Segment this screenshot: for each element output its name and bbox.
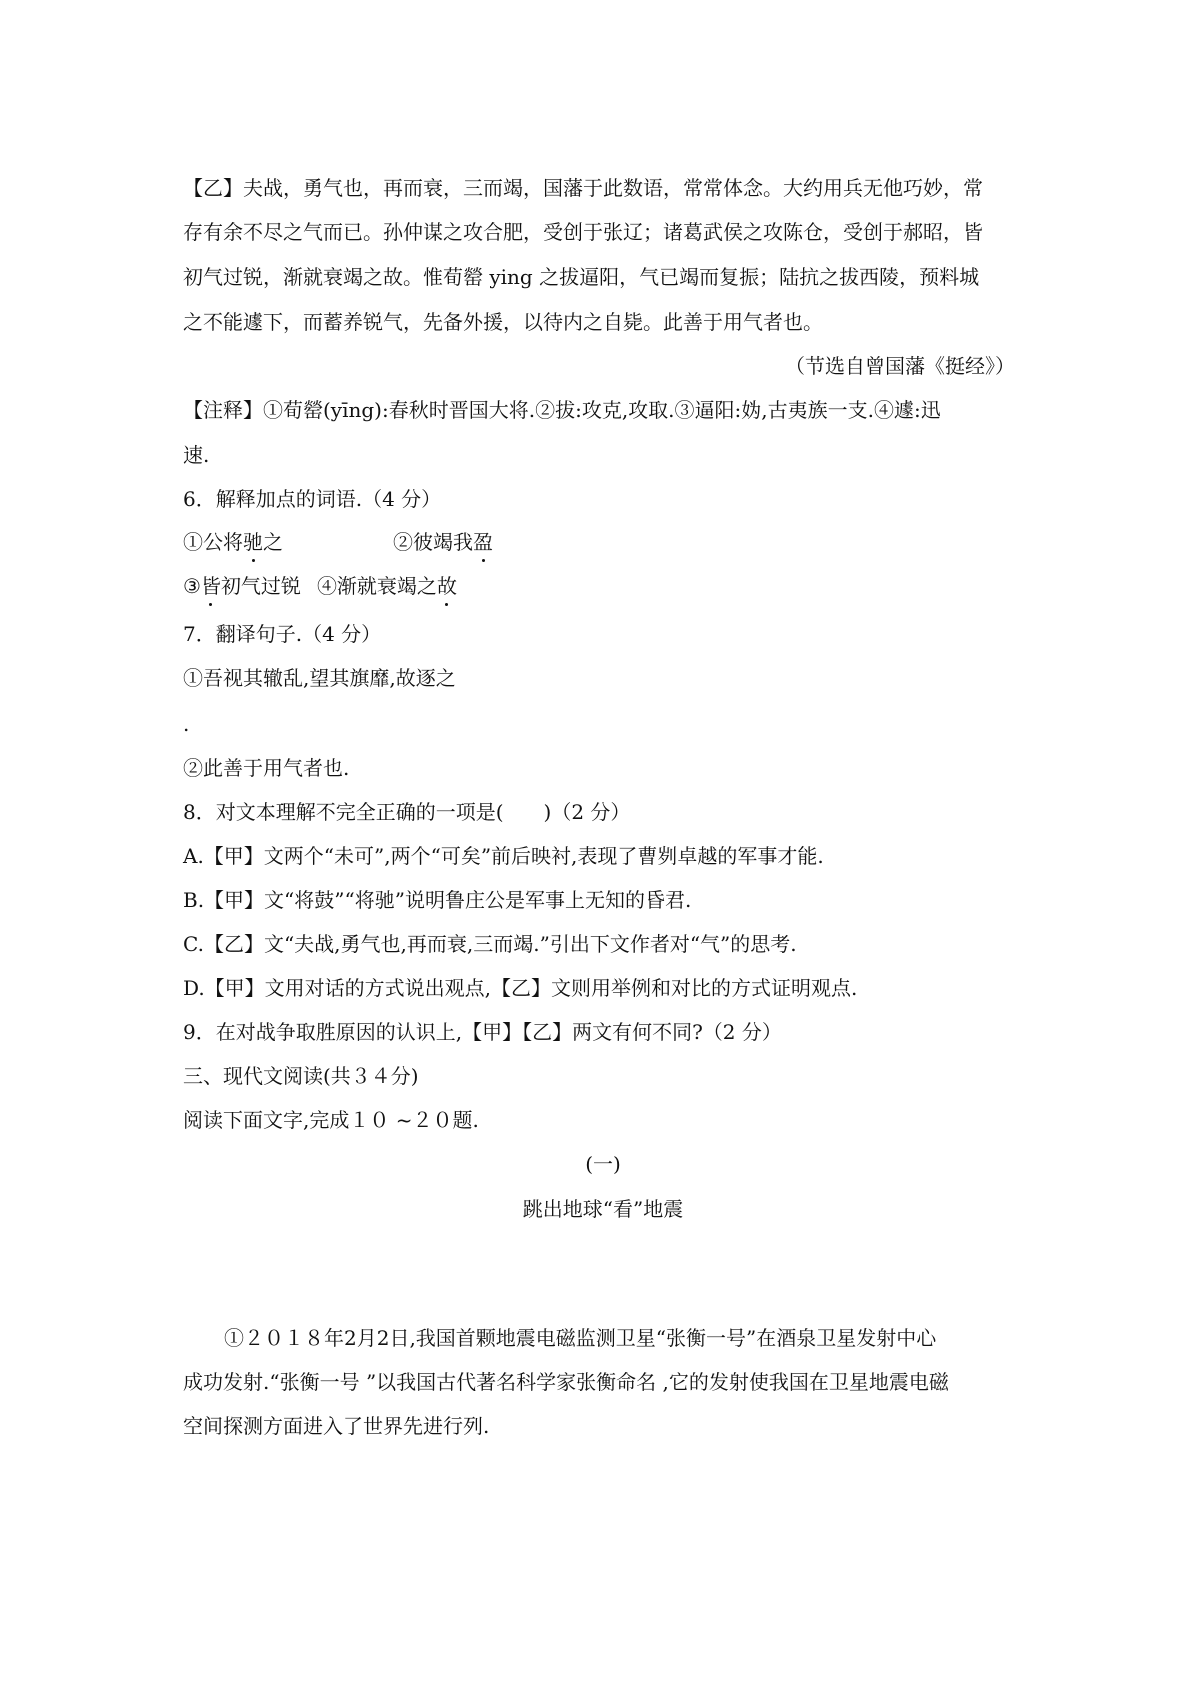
question-6-row-1: [183, 530, 1023, 554]
question-8-option-c: C.【乙】文“夫战,勇气也,再而衰,三而竭.”引出下文作者对“气”的思考.: [183, 932, 797, 956]
question-7-answer-blank: .: [183, 712, 190, 736]
note-line-2: 速.: [183, 443, 210, 467]
q6-item-b-dotted-word: 盈: [473, 530, 493, 554]
q6-item-c-suffix: 初气过锐: [220, 574, 301, 598]
reading-part-number: (一): [585, 1152, 621, 1176]
note-line-1: 【注释】①荀罃(yīng):春秋时晋国大将.②拔:攻克,攻取.③逼阳:妫,古夷族一支.④遽:迅: [183, 398, 941, 422]
question-7-sentence-2: ②此善于用气者也.: [183, 756, 350, 780]
yi-passage-source: （节选自曾国藩《挺经》）: [785, 354, 1015, 378]
q6-item-d-dotted-word: 故: [436, 574, 457, 598]
question-7-sentence-1: ①吾视其辙乱,望其旗靡,故逐之: [183, 666, 456, 690]
article-paragraph-1-line-1: ①２０１８年2月2日,我国首颗地震电磁监测卫星“张衡一号”在酒泉卫星发射中心: [224, 1326, 937, 1350]
question-6-row-2: [183, 574, 1023, 598]
q6-item-a-dotted-word: 驰: [243, 530, 263, 554]
question-7-title: 7．翻译句子.（4 分）: [183, 622, 382, 646]
q6-item-b-prefix: ②彼竭我: [393, 530, 473, 554]
article-title: 跳出地球“看”地震: [522, 1197, 684, 1221]
question-6-title: 6．解释加点的词语.（4 分）: [183, 487, 442, 511]
yi-passage-line-2: 存有余不尽之气而已。孙仲谋之攻合肥，受创于张辽；诸葛武侯之攻陈仓，受创于郝昭，皆: [183, 220, 983, 244]
q6-item-a-suffix: 之: [263, 530, 283, 554]
question-8-title: 8．对文本理解不完全正确的一项是( )（2 分）: [183, 800, 631, 824]
yi-passage-line-1: 【乙】夫战，勇气也，再而衰，三而竭，国藩于此数语，常常体念。大约用兵无他巧妙，常: [183, 176, 983, 200]
article-paragraph-1-line-3: 空间探测方面进入了世界先进行列.: [183, 1414, 490, 1438]
section-3-heading: 三、现代文阅读(共３４分): [183, 1064, 419, 1088]
q6-item-c-prefix: ③: [183, 574, 201, 598]
q6-item-a-prefix: ①公将: [183, 530, 243, 554]
section-3-instruction: 阅读下面文字,完成１０ ~２０题.: [183, 1108, 479, 1132]
q6-item-d-prefix: ④渐就衰竭之: [316, 574, 437, 598]
question-8-option-a: A.【甲】文两个“未可”,两个“可矣”前后映衬,表现了曹刿卓越的军事才能.: [183, 844, 824, 868]
article-paragraph-1-line-2: 成功发射.“张衡一号 ”以我国古代著名科学家张衡命名 ,它的发射使我国在卫星地震电磁: [183, 1370, 949, 1394]
question-8-option-d: D.【甲】文用对话的方式说出观点,【乙】文则用举例和对比的方式证明观点.: [183, 976, 858, 1000]
yi-passage-line-4: 之不能遽下，而蓄养锐气，先备外援，以待内之自毙。此善于用气者也。: [183, 310, 823, 334]
yi-passage-line-3: 初气过锐，渐就衰竭之故。惟荀罃 ying 之拔逼阳，气已竭而复振；陆抗之拔西陵，预料城: [183, 265, 980, 289]
question-8-option-b: B.【甲】文“将鼓”“将驰”说明鲁庄公是军事上无知的昏君.: [183, 888, 692, 912]
q6-item-c-dotted-word: 皆: [200, 574, 221, 598]
question-9-title: 9．在对战争取胜原因的认识上,【甲】【乙】两文有何不同?（2 分）: [183, 1020, 782, 1044]
